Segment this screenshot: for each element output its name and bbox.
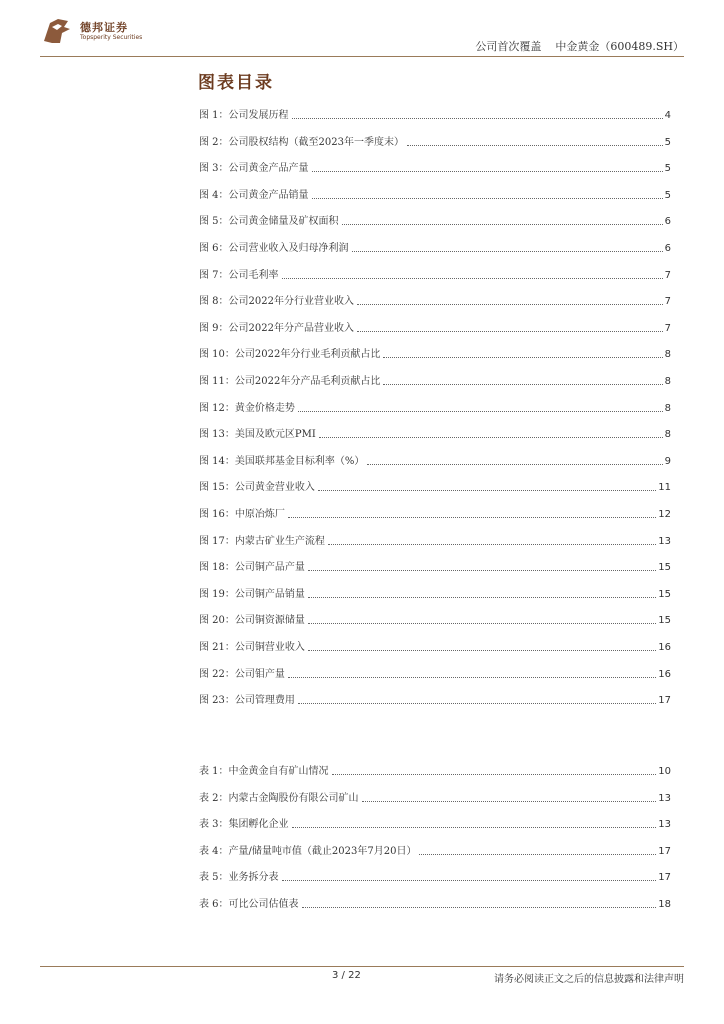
dot-leader (292, 827, 657, 828)
figure-entry[interactable] (199, 401, 671, 415)
figure-entry-page: 7 (664, 269, 671, 281)
figure-entry-title: 中原冶炼厂 (234, 509, 285, 520)
figure-entry-page: 15 (658, 588, 671, 600)
figure-entry-title: 公司黄金营业收入 (234, 482, 315, 494)
dot-leader (298, 703, 656, 704)
table-entry-page: 17 (658, 845, 671, 857)
figure-entry-page: 11 (658, 482, 671, 494)
figure-entry[interactable] (199, 587, 671, 601)
dot-leader (367, 464, 662, 465)
figure-entry-title: 公司铜资源储量 (234, 615, 305, 627)
figure-entry-title: 内蒙古矿业生产流程 (234, 535, 325, 547)
dot-leader (328, 544, 656, 545)
dot-leader (282, 278, 663, 279)
figure-entry[interactable] (199, 693, 671, 707)
figure-entry[interactable] (199, 534, 671, 548)
figure-entry-title: 美国联邦基金目标利率（%） (234, 455, 365, 467)
figure-entry-number: 图 4： (199, 189, 229, 201)
table-entry-page: 13 (658, 792, 671, 804)
figure-entry[interactable] (199, 268, 671, 282)
figure-entry-page: 6 (664, 216, 671, 228)
figure-entry[interactable] (199, 347, 671, 361)
footer-divider (40, 966, 684, 967)
figure-entry[interactable] (199, 640, 671, 654)
figure-entry-page: 12 (658, 509, 671, 520)
figure-entry-title: 黄金价格走势 (234, 402, 295, 414)
figure-entry-title: 公司毛利率 (228, 269, 279, 281)
figure-entry-title: 公司黄金储量及矿权面积 (228, 216, 339, 228)
figure-entry-page: 15 (658, 562, 671, 574)
figure-entry-page: 8 (664, 429, 671, 441)
dot-leader (357, 331, 663, 332)
figure-entry-page: 16 (658, 642, 671, 653)
table-entry[interactable] (199, 764, 671, 778)
header-report-info (475, 38, 684, 54)
dot-leader (319, 437, 663, 438)
figure-entry-page: 5 (664, 136, 671, 148)
figure-entry[interactable] (199, 374, 671, 388)
figure-entry-number: 图 11： (199, 376, 235, 387)
table-entry-number: 表 4： (199, 845, 229, 857)
table-entry[interactable] (199, 844, 671, 858)
table-entry-page: 10 (658, 766, 671, 777)
figure-entry[interactable] (199, 560, 671, 574)
figure-entry[interactable] (199, 108, 671, 122)
figure-entry-page: 8 (664, 376, 671, 387)
table-entry[interactable] (199, 870, 671, 884)
figure-entry-number: 图 23： (199, 695, 235, 707)
figure-entry-number: 图 16： (199, 509, 235, 520)
figure-entry-title: 公司2022年分行业毛利贡献占比 (234, 349, 381, 361)
figure-entry-number: 图 15： (199, 482, 235, 494)
table-entry-number: 表 2： (199, 792, 229, 804)
dot-leader (383, 357, 662, 358)
table-entry-title: 内蒙古金陶股份有限公司矿山 (228, 792, 359, 804)
figure-entry-number: 图 3： (199, 163, 229, 175)
brand-logo-icon (40, 15, 74, 47)
figure-entry-title: 公司股权结构（截至2023年一季度末） (228, 136, 404, 148)
figure-entry[interactable] (199, 135, 671, 149)
figure-entry[interactable] (199, 214, 671, 228)
figure-entry[interactable] (199, 188, 671, 202)
figure-entry-title: 公司黄金产品产量 (228, 163, 309, 175)
figure-entry-number: 图 10： (199, 349, 235, 361)
dot-leader (288, 517, 656, 518)
figure-entry-title: 公司2022年分产品营业收入 (228, 322, 354, 334)
figure-entry-page: 6 (664, 243, 671, 254)
figure-entry-title: 公司铜营业收入 (234, 642, 305, 653)
page-header (0, 0, 724, 60)
figure-entry-title: 公司管理费用 (234, 695, 295, 707)
table-entry-page: 17 (658, 872, 671, 884)
figure-entry[interactable] (199, 161, 671, 175)
table-entry-title: 可比公司估值表 (228, 899, 299, 910)
dot-leader (298, 411, 663, 412)
figure-entry-title: 美国及欧元区PMI (234, 429, 316, 441)
dot-leader (332, 774, 657, 775)
figure-entry-page: 8 (664, 349, 671, 361)
figure-entry-page: 5 (664, 163, 671, 175)
figure-entry-number: 图 14： (199, 455, 235, 467)
figure-entry-title: 公司钼产量 (234, 668, 285, 680)
table-entry-title: 集团孵化企业 (228, 819, 289, 831)
figure-entry-number: 图 2： (199, 136, 229, 148)
brand-name-cn: 德邦证券 (80, 20, 128, 34)
figure-entry-page: 8 (664, 402, 671, 414)
table-entry-number: 表 3： (199, 819, 229, 831)
figure-entry-page: 7 (664, 296, 671, 308)
figure-entry-page: 4 (664, 110, 671, 121)
table-entry-title: 业务拆分表 (228, 872, 279, 884)
figure-entry-number: 图 17： (199, 535, 235, 547)
figure-entry-page: 13 (658, 535, 671, 547)
dot-leader (282, 880, 657, 881)
figure-entry[interactable] (199, 241, 671, 255)
figure-entry[interactable] (199, 454, 671, 468)
dot-leader (419, 854, 656, 855)
figure-entry[interactable] (199, 613, 671, 627)
page-title: 图表目录 (198, 73, 274, 93)
figure-entry-page: 17 (658, 695, 671, 707)
figure-entry-title: 公司营业收入及归母净利润 (228, 243, 349, 254)
figure-entry-number: 图 8： (199, 296, 229, 308)
table-entry[interactable] (199, 897, 671, 911)
dot-leader (292, 118, 663, 119)
table-entry-number: 表 5： (199, 872, 229, 884)
figure-entry-number: 图 9： (199, 322, 229, 334)
brand-name-en: Topsperity Securities (80, 33, 143, 41)
figure-entry-title: 公司铜产品销量 (234, 588, 305, 600)
figure-entry-number: 图 21： (199, 642, 235, 653)
dot-leader (357, 304, 663, 305)
dot-leader (308, 650, 656, 651)
dot-leader (362, 801, 657, 802)
page-number: 3 / 22 (332, 970, 361, 981)
figure-entry-number: 图 5： (199, 216, 229, 228)
dot-leader (318, 490, 656, 491)
disclaimer-note: 请务必阅读正文之后的信息披露和法律声明 (494, 974, 684, 985)
figure-entry-number: 图 1： (199, 110, 229, 121)
figure-entry-number: 图 6： (199, 243, 229, 254)
header-divider (40, 56, 684, 57)
figure-entry-number: 图 19： (199, 588, 235, 600)
figure-entry-number: 图 22： (199, 668, 235, 680)
figure-entry-page: 9 (664, 455, 671, 467)
figure-entry[interactable] (199, 507, 671, 521)
dot-leader (352, 251, 663, 252)
figure-entry-title: 公司2022年分产品毛利贡献占比 (234, 376, 381, 387)
table-entry-title: 产量/储量吨市值（截止2023年7月20日） (228, 845, 417, 857)
figure-entry[interactable] (199, 667, 671, 681)
dot-leader (302, 907, 657, 908)
table-entry-number: 表 1： (199, 766, 229, 777)
table-entry-title: 中金黄金自有矿山情况 (228, 766, 329, 777)
figure-entry-title: 公司发展历程 (228, 110, 289, 121)
figure-entry-number: 图 7： (199, 269, 229, 281)
table-entry-number: 表 6： (199, 899, 229, 910)
figure-entry[interactable] (199, 321, 671, 335)
dot-leader (383, 384, 662, 385)
table-entry-page: 18 (658, 899, 671, 910)
figure-entry-page: 7 (664, 322, 671, 334)
dot-leader (308, 623, 656, 624)
table-entry-page: 13 (658, 819, 671, 831)
figure-entry[interactable] (199, 480, 671, 494)
company-name: 中金黄金（600489.SH） (555, 40, 684, 53)
figure-entry-title: 公司黄金产品销量 (228, 189, 309, 201)
figure-entry-number: 图 12： (199, 402, 235, 414)
dot-leader (308, 597, 656, 598)
table-entry[interactable] (199, 817, 671, 831)
figure-entry-title: 公司铜产品产量 (234, 562, 305, 574)
figure-entry-number: 图 20： (199, 615, 235, 627)
dot-leader (308, 570, 656, 571)
figure-entry-page: 16 (658, 668, 671, 680)
figure-entry-title: 公司2022年分行业营业收入 (228, 296, 354, 308)
figure-entry-page: 5 (664, 189, 671, 201)
figure-entry-page: 15 (658, 615, 671, 627)
dot-leader (288, 677, 656, 678)
dot-leader (312, 171, 663, 172)
figure-entry-number: 图 13： (199, 429, 235, 441)
report-type: 公司首次覆盖 (475, 40, 542, 53)
figure-entry[interactable] (199, 294, 671, 308)
table-entry[interactable] (199, 791, 671, 805)
dot-leader (312, 198, 663, 199)
dot-leader (342, 224, 663, 225)
figure-entry-number: 图 18： (199, 562, 235, 574)
dot-leader (407, 145, 663, 146)
figure-entry[interactable] (199, 427, 671, 441)
brand-logo (40, 14, 160, 48)
